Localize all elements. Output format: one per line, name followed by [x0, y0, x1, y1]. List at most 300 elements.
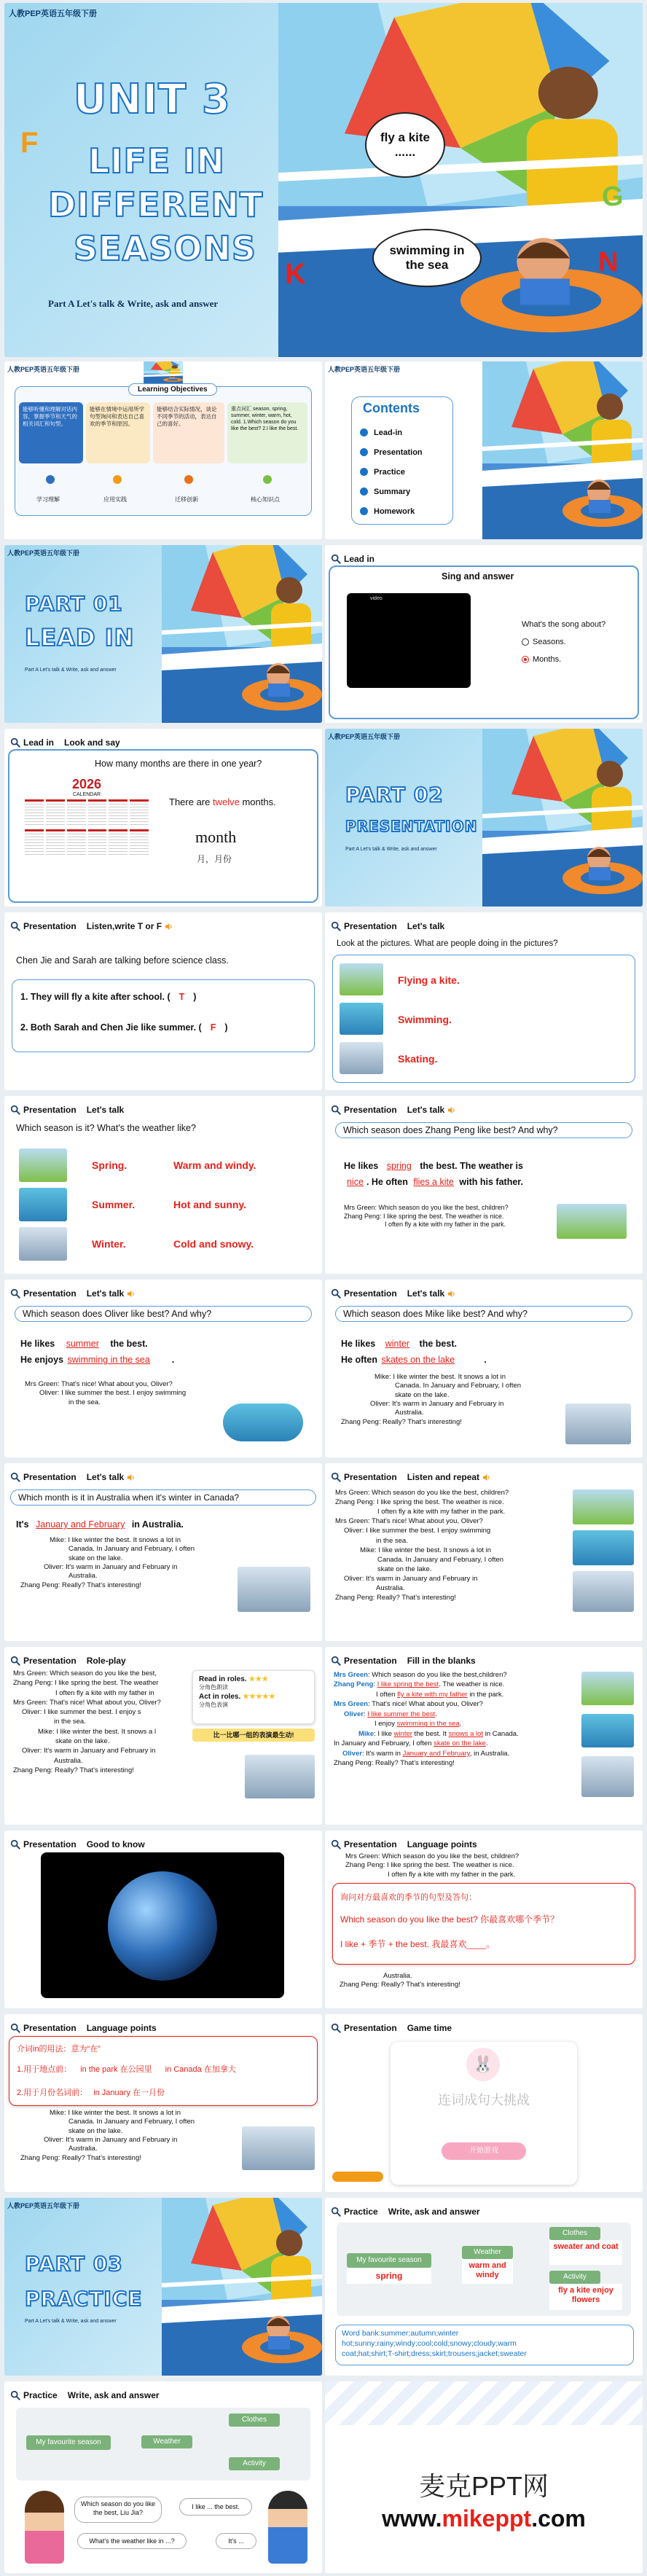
skate-picture: [242, 2126, 315, 2170]
t: the best. The weather is: [417, 1161, 523, 1171]
cover-title-3: SEASONS: [74, 229, 257, 268]
weather-summer: Hot and sunny.: [173, 1199, 247, 1210]
option-months[interactable]: [522, 654, 561, 665]
slide-header: [10, 1285, 135, 1301]
answer-f: F: [210, 1022, 216, 1033]
brand-tag: 人教PEP英语五年级下册: [328, 366, 401, 373]
section-label: Presentation: [23, 1839, 77, 1849]
brand-tag: 人教PEP英语五年级下册: [7, 2202, 80, 2209]
slide-header: [331, 1102, 455, 1118]
brand-slide: [325, 2381, 643, 2573]
part02-illustration: [482, 729, 643, 907]
t: He often: [341, 1355, 380, 1365]
dialogue-line: Zhang Peng: Really? That's interesting!: [13, 1766, 134, 1774]
option-seasons[interactable]: [522, 637, 566, 648]
blank: flies a kite: [413, 1177, 454, 1187]
section-sub: Listen and repeat: [407, 1472, 480, 1482]
months-question: How many months are there in one year?: [95, 759, 262, 769]
part-label: PART 03: [25, 2252, 123, 2276]
t: I enjoy: [375, 1720, 397, 1729]
dialogue-line: Zhang Peng: I like spring the best. The weather is nice.: [345, 1861, 514, 1870]
search-icon: [10, 2023, 20, 2033]
blank: fly a kite with my father: [397, 1690, 468, 1699]
word-bank-line: hot;sunny;rainy;windy;cool;cold;snowy;cloudy;warm: [342, 2339, 517, 2349]
speaker-icon[interactable]: [165, 923, 173, 931]
t: I often: [376, 1690, 398, 1699]
cover-subtitle: Part A Let's talk & Write, ask and answer: [48, 298, 219, 309]
header-season: My favourite season: [26, 2435, 111, 2450]
brand-cn: 麦克PPT网: [418, 2471, 549, 2501]
talk3-question: Which season does Zhang Peng like best? And why?: [335, 1122, 632, 1138]
note-title: 询问对方最喜欢的季节的句型及答句：: [340, 1893, 477, 1902]
objective-label-1: 学习理解: [36, 496, 60, 503]
answer-swim: Swimming.: [398, 1014, 452, 1025]
weather-spring: Warm and windy.: [173, 1159, 256, 1171]
search-icon: [10, 1656, 20, 1666]
dialogue-line: Zhang Peng: I like spring the best. The weather: [13, 1679, 159, 1688]
section-sub: Write, ask and answer: [388, 2207, 480, 2217]
dialogue-line: Australia.: [395, 1409, 424, 1417]
dialogue-line: skate on the lake.: [395, 1390, 450, 1399]
contents-item-label: Presentation: [374, 447, 423, 457]
talk2-question: Which season is it? What's the weather like?: [16, 1123, 196, 1133]
brand-tag: 人教PEP英语五年级下册: [9, 9, 98, 18]
section-sub: Language points: [407, 1839, 477, 1849]
dialogue-line: in the sea.: [376, 1536, 408, 1545]
contents-item-summary[interactable]: [360, 482, 423, 501]
part-title: PRESENTATION: [345, 818, 478, 835]
search-icon: [10, 737, 20, 748]
slide-header: [331, 2020, 452, 2036]
radio-icon: [522, 638, 529, 646]
t: the best.: [417, 1339, 457, 1349]
kite-picture: [581, 1672, 634, 1705]
dialogue-line: Oliver: It's warm in January and February in: [44, 1563, 178, 1572]
dialogue-line: skate on the lake.: [377, 1565, 432, 1573]
header-clothes: Clothes: [549, 2227, 600, 2240]
boy-avatar: [268, 2491, 307, 2564]
slide-header: [331, 1653, 476, 1669]
question-text: 1. They will fly a kite after school. (: [20, 992, 170, 1002]
blank: skates on the lake: [381, 1355, 455, 1365]
section-label: Presentation: [23, 921, 77, 931]
dialogue-line: in the sea.: [54, 1718, 86, 1726]
dialogue-line: skate on the lake.: [68, 2126, 123, 2135]
roleplay-card: [192, 1670, 315, 1724]
blank: snows a lot: [448, 1729, 484, 1738]
dialogue-line: Oliver: I like summer the best. I enjoy swimming: [39, 1389, 187, 1398]
bullet-icon: [360, 488, 368, 496]
skate-picture: [340, 1042, 383, 1074]
video-caption: video: [370, 596, 383, 601]
contents-list: [360, 423, 423, 521]
section-label: Presentation: [344, 1105, 397, 1115]
blank: I like spring the best: [377, 1680, 439, 1689]
truefalse-slide: [4, 912, 322, 1090]
bullet-icon: [360, 507, 368, 515]
lp1-note: [332, 1883, 635, 1965]
answer-skate: Skating.: [398, 1053, 438, 1065]
section-sub: Let's talk: [407, 1105, 445, 1115]
part02-slide: [325, 729, 643, 907]
t: :: [373, 1680, 377, 1689]
dialogue-line: Oliver: It's warm in January and February in: [344, 1574, 478, 1583]
speech-bubble-weather: What's the weather like in ...?: [77, 2533, 187, 2549]
t: :: [363, 1710, 368, 1718]
header-activity: Activity: [229, 2457, 280, 2470]
card-text: 能够结合实际情况，谈论不同季节的活动，表达自己的喜好。: [157, 406, 217, 427]
brand-url[interactable]: [325, 2505, 643, 2532]
dialogue-line: Oliver: It's warm in January and February in: [22, 1747, 156, 1755]
cover-title-2: DIFFERENT: [48, 185, 264, 224]
slide-header: [10, 1469, 135, 1485]
section-sub: Let's talk: [86, 1288, 125, 1299]
section-label: Presentation: [344, 921, 397, 931]
lp2-note: [9, 2036, 318, 2106]
contents-item-presentation[interactable]: [360, 442, 423, 462]
t: 1.用于地点前：: [17, 2065, 72, 2074]
video-player[interactable]: [347, 593, 471, 688]
letter-f: F: [20, 127, 39, 159]
talk3-line2: [344, 1176, 523, 1189]
contents-item-label: Lead-in: [374, 428, 403, 437]
dialogue-line: Canada. In January and February, I often: [68, 2118, 195, 2126]
brand-logo-pattern: [325, 2381, 643, 2425]
section-sub: Let's talk: [407, 1288, 445, 1299]
contents-item-label: Practice: [374, 467, 405, 477]
option-label: Seasons.: [533, 638, 566, 646]
objective-card-4: [227, 402, 307, 463]
contents-item-practice[interactable]: [360, 462, 423, 482]
section-label: Practice: [23, 2390, 58, 2400]
skate-picture: [245, 1755, 315, 1798]
write-ask-2-slide: [4, 2381, 322, 2573]
brand-tag: 人教PEP英语五年级下册: [7, 366, 80, 373]
sing-slide: [325, 545, 643, 723]
t: He likes: [20, 1339, 58, 1349]
calendar-label: CALENDAR: [72, 792, 101, 797]
t: .: [459, 1720, 462, 1729]
speaker-icon[interactable]: [447, 1290, 455, 1298]
contents-item-label: Homework: [374, 506, 415, 516]
section-sub: Fill in the blanks: [407, 1656, 476, 1666]
letter-k: K: [285, 258, 306, 290]
repeat-dialogue: [335, 1488, 509, 1602]
t: .: [435, 1710, 437, 1718]
note-line: [17, 2063, 236, 2075]
lp2-dialogue: [20, 2109, 195, 2163]
objectives-heading: Learning Objectives: [128, 383, 217, 396]
card-text: 重点词汇 season, spring, summer, winter, warm, hot, cold. 1.Which season do you like the best? 2.I like the best.: [231, 407, 299, 432]
search-icon: [331, 1839, 341, 1849]
listen-repeat-slide: [325, 1463, 643, 1641]
search-icon: [10, 2390, 20, 2400]
search-icon: [331, 1105, 341, 1115]
blank: winter: [385, 1339, 410, 1349]
dialogue-line: I often fly a kite with my father in the park.: [385, 1221, 506, 1229]
section-sub: Game time: [407, 2023, 452, 2033]
pin-3: [184, 475, 193, 484]
t: . He often: [366, 1177, 411, 1187]
dialogue-line: Canada. In January and February, I often: [377, 1555, 504, 1564]
section-label: Lead in: [344, 554, 375, 564]
t: : That's nice! What about you, Oliver?: [368, 1700, 483, 1709]
dialogue-line: Canada. In January and February, I often: [68, 1545, 195, 1554]
slide-header: [10, 1836, 145, 1852]
contents-slide: [325, 361, 643, 539]
blank: January and February: [402, 1749, 470, 1758]
note-title: 介词in的用法：意为“在”: [17, 2045, 101, 2054]
swim-picture: [223, 1404, 303, 1441]
spring-picture: [19, 1148, 67, 1182]
t: He enjoys: [20, 1355, 66, 1365]
talk5-dialogue: [341, 1373, 521, 1427]
talk-australia-slide: [4, 1463, 322, 1641]
earth-globe: [108, 1871, 217, 1981]
dialogue-line: Mike: I like winter the best. It snows a lot in: [50, 2109, 181, 2117]
cover-title-1: LIFE IN: [88, 141, 225, 181]
dialogue-line: Mrs Green: Which season do you like the best,: [13, 1669, 157, 1677]
check-icon: [522, 656, 529, 663]
talk-pictures-slide: [325, 912, 643, 1090]
t: with his father.: [456, 1177, 523, 1187]
header-clothes: Clothes: [229, 2413, 280, 2427]
note-line: I like + 季节 + the best. 我最喜欢____。: [340, 1939, 495, 1949]
slide-header: [10, 918, 173, 934]
t: in Canada.: [483, 1729, 519, 1738]
answer-post: months.: [239, 796, 276, 807]
part-title: LEAD IN: [25, 624, 135, 651]
months-slide: [4, 729, 322, 907]
part03-slide: [4, 2198, 322, 2376]
section-label: Presentation: [23, 2023, 77, 2033]
calendar-year: 2026: [71, 777, 102, 791]
contents-item-lead-in[interactable]: [360, 423, 423, 442]
sing-question: What's the song about?: [522, 620, 606, 629]
t: It's: [16, 1519, 32, 1530]
roleplay-read-cn: 分角色朗读: [199, 1684, 228, 1691]
t: in January 在一月份: [93, 2088, 165, 2097]
winter-picture: [19, 1227, 67, 1261]
dialogue-line: Mrs Green: That's nice! What about you, Oliver?: [25, 1380, 173, 1388]
part-subtitle: Part A Let's talk & Write, ask and answer: [25, 2319, 117, 2324]
t: .: [484, 1355, 487, 1365]
speaker: Mrs Green: [334, 1671, 368, 1679]
pin-2: [113, 475, 122, 484]
cover-slide: [4, 3, 643, 357]
blank: swimming in the sea: [67, 1355, 150, 1365]
slide-header: [10, 2387, 160, 2403]
t: : Which season do you like the best,children?: [368, 1671, 507, 1679]
contents-illustration: [482, 361, 643, 539]
speaker: Zhang Peng: [334, 1680, 374, 1689]
season-winter: Winter.: [92, 1238, 126, 1250]
bullet-icon: [360, 468, 368, 476]
section-sub: Let's talk: [407, 921, 445, 931]
calendar-grid: [25, 799, 149, 856]
blank: winter: [393, 1729, 412, 1738]
letter-n: N: [598, 247, 619, 278]
weather-winter: Cold and snowy.: [173, 1238, 254, 1250]
star-icon: ★★★: [248, 1675, 269, 1683]
letter-g: G: [602, 181, 624, 212]
slide-header: [331, 1285, 455, 1301]
talk6-question: Which month is it in Australia when it's winter in Canada?: [10, 1489, 316, 1506]
talk-mike-slide: [325, 1280, 643, 1457]
section-sub: Let's talk: [86, 1105, 125, 1115]
write-ask-1-slide: [325, 2198, 643, 2376]
part-subtitle: Part A Let's talk & Write, ask and answer: [345, 847, 437, 852]
roleplay-banner: 比一比哪一组的表演最生动!: [192, 1729, 315, 1742]
word-bank-line: coat;hat;shirt;T-shirt;dress;skirt;trousers;jacket;sweater: [342, 2349, 527, 2359]
speaker-icon[interactable]: [127, 1290, 135, 1298]
talk4-line1: [20, 1338, 148, 1350]
talk6-dialogue: [20, 1536, 195, 1590]
game-progress: [332, 2172, 383, 2182]
dialogue-line: Australia.: [383, 1972, 412, 1980]
unit-label: UNIT 3: [74, 76, 231, 123]
dialogue-line: skate on the lake.: [68, 1554, 123, 1562]
speaker: Mike: [358, 1729, 375, 1738]
dialogue-line: skate on the lake.: [55, 1737, 110, 1746]
bullet-icon: [360, 448, 368, 456]
objective-label-2: 应用实践: [103, 496, 127, 503]
t: , in Australia.: [469, 1749, 510, 1758]
dialogue-line: Zhang Peng: I like spring the best. The weather is nice.: [335, 1498, 504, 1507]
search-icon: [331, 2023, 341, 2033]
talk5-line2: [341, 1354, 487, 1366]
speech-bubble-answer: I like ... the best.: [179, 2498, 252, 2516]
language-points-2-slide: [4, 2014, 322, 2192]
brand-tag: 人教PEP英语五年级下册: [328, 733, 401, 740]
roleplay-read: Read in roles.: [199, 1675, 247, 1683]
slide-header: [331, 918, 444, 934]
tf-q2: [20, 1022, 228, 1034]
search-icon: [331, 1472, 341, 1482]
dialogue-line: Zhang Peng: Really? That's interesting!: [335, 1594, 456, 1602]
header-season: My favourite season: [347, 2253, 431, 2268]
answer-season: spring: [347, 2268, 431, 2284]
calendar-image: [25, 777, 149, 864]
contents-item-label: Summary: [374, 487, 411, 496]
speech-bubble-swim: swimming in the sea: [372, 229, 482, 287]
dialogue-line: Zhang Peng: I like spring the best. The weather is nice.: [344, 1212, 504, 1220]
answer-pre: There are: [169, 796, 213, 807]
dialogue-line: Australia.: [376, 1584, 405, 1593]
t: 2.用于月份名词前：: [17, 2088, 88, 2097]
talk-oliver-slide: [4, 1280, 322, 1457]
section-label: Practice: [344, 2207, 378, 2217]
speaker-icon[interactable]: [482, 1473, 490, 1481]
talk5-line1: [341, 1338, 457, 1350]
note-line: [17, 2086, 165, 2098]
slide-header: [331, 1836, 477, 1852]
search-icon: [10, 1288, 20, 1299]
header-activity: Activity: [549, 2271, 600, 2284]
speaker-icon[interactable]: [447, 1106, 455, 1114]
game-panel: [391, 2042, 577, 2185]
talk4-line2: [20, 1354, 174, 1366]
objective-label-4: 核心知识点: [251, 496, 280, 503]
objective-card-2: [86, 402, 150, 463]
section-sub: Write, ask and answer: [67, 2390, 160, 2400]
section-label: Presentation: [23, 1472, 77, 1482]
pin-1: [46, 475, 55, 484]
t: in Canada 在加拿大: [165, 2065, 236, 2074]
start-game-button[interactable]: [442, 2142, 526, 2160]
objective-label-3: 迁移创新: [175, 496, 198, 503]
slide-header: [10, 2020, 157, 2036]
search-icon: [331, 554, 341, 564]
earth-video[interactable]: [41, 1852, 284, 1998]
search-icon: [10, 1839, 20, 1849]
blank: spring: [386, 1161, 412, 1171]
skate-picture: [565, 1404, 631, 1444]
talk-zhangpeng-slide: [325, 1096, 643, 1274]
talk3-dialogue: [344, 1204, 509, 1229]
question-text: 2. Both Sarah and Chen Jie like summer. (: [20, 1022, 202, 1033]
speaker: Mrs Green: [334, 1700, 368, 1709]
paren: ): [224, 1022, 228, 1033]
url-part: mikeppt: [442, 2505, 532, 2532]
slide-header: [331, 551, 375, 567]
t: .: [485, 1739, 488, 1748]
t: in the park.: [467, 1690, 504, 1699]
girl-avatar: [25, 2491, 64, 2564]
dialogue-line: I often fly a kite with my father in: [55, 1688, 154, 1697]
skate-picture: [238, 1567, 310, 1612]
season-spring: Spring.: [92, 1159, 128, 1171]
language-points-1-slide: [325, 1831, 643, 2008]
section-sub: Language points: [86, 2023, 157, 2033]
paren: ): [193, 992, 197, 1002]
search-icon: [10, 1472, 20, 1482]
t: the best.: [107, 1339, 148, 1349]
answer-weather: warm and windy: [462, 2259, 513, 2284]
answer-highlight: twelve: [212, 796, 240, 807]
section-sub: Look and say: [64, 737, 120, 748]
talk4-dialogue: [25, 1380, 186, 1407]
roleplay-act: Act in roles.: [199, 1693, 241, 1701]
star-icon: ★★★★★: [243, 1693, 275, 1701]
dialogue-line: Mrs Green: That's nice! What about you, Oliver?: [13, 1698, 161, 1707]
contents-item-homework[interactable]: [360, 501, 423, 521]
speaker-icon[interactable]: [127, 1473, 135, 1481]
tf-intro: Chen Jie and Sarah are talking before science class.: [16, 955, 229, 966]
dialogue-line: Zhang Peng: Really? That's interesting!: [341, 1417, 462, 1426]
speaker: Oliver: [344, 1710, 364, 1718]
section-sub: Let's talk: [86, 1472, 125, 1482]
header-weather: Weather: [462, 2246, 513, 2259]
months-answer: [169, 796, 276, 809]
dialogue-line: I often fly a kite with my father in the park.: [377, 1508, 506, 1516]
dialogue-line: Mike: I like winter the best. It snows a l: [38, 1727, 157, 1736]
speech-bubble-reply: It's ...: [216, 2533, 256, 2549]
dialogue-line: Australia.: [68, 1572, 98, 1581]
rabbit-icon: 🐰: [466, 2048, 500, 2081]
t: in Australia.: [129, 1519, 184, 1530]
swim-picture: [340, 1003, 383, 1035]
dialogue-line: I often fly a kite with my father in the park.: [388, 1870, 516, 1879]
section-label: Presentation: [344, 2023, 397, 2033]
skate-picture: [573, 1571, 634, 1612]
t: the best. It: [412, 1729, 449, 1738]
t: In January and February, I often: [334, 1739, 434, 1748]
talk6-line1: [16, 1519, 184, 1531]
roleplay-dialogue: [13, 1669, 161, 1775]
slide-header: [10, 1102, 124, 1118]
dialogue-line: Mrs Green: That's nice! What about you, Oliver?: [335, 1517, 483, 1526]
